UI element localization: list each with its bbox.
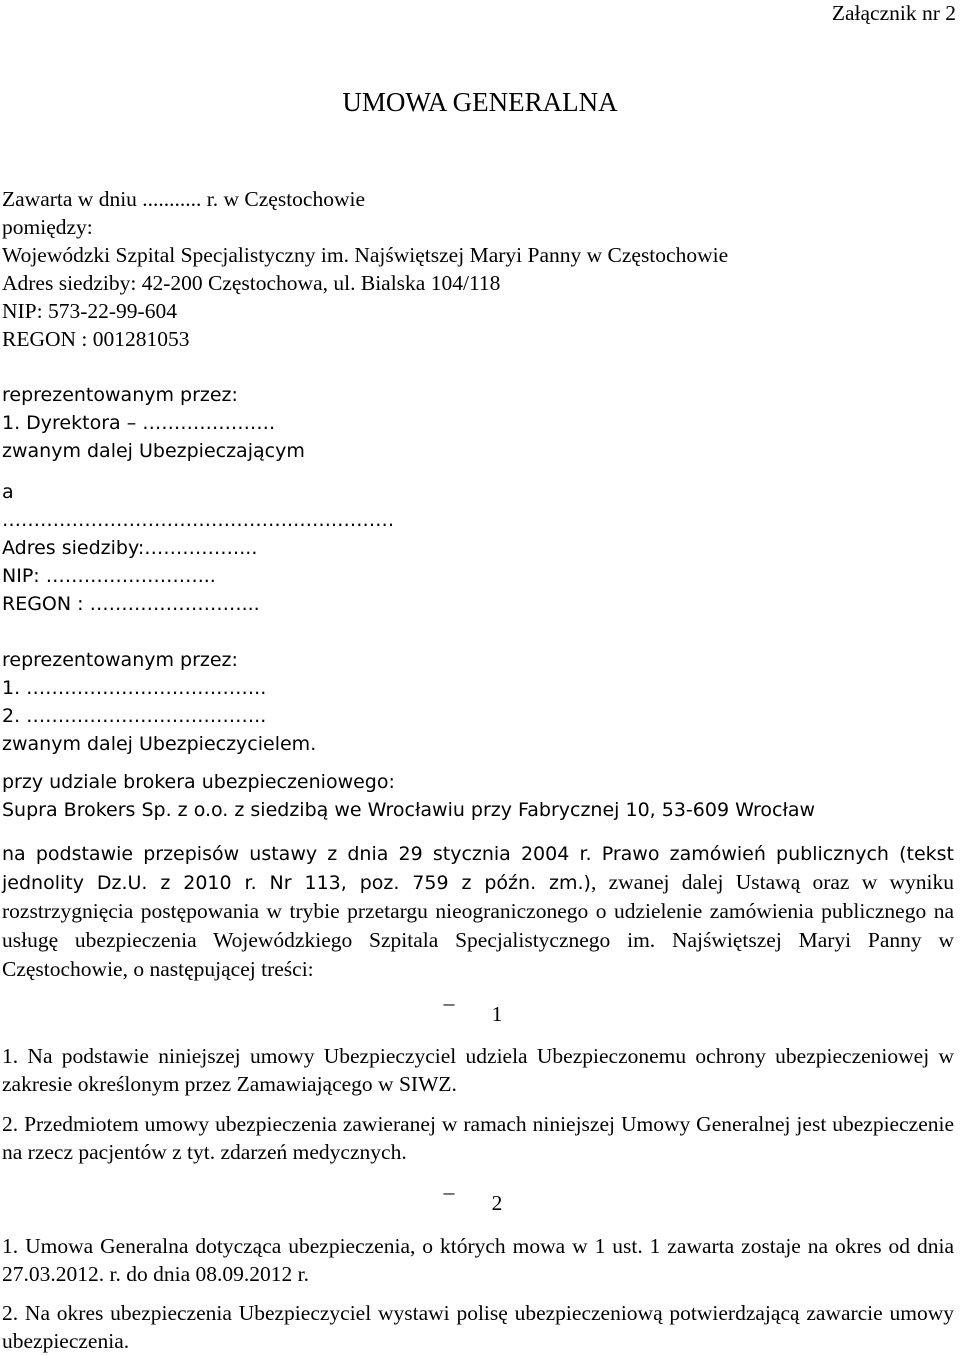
insurer-represented-by: reprezentowanym przez: <box>2 649 238 671</box>
hospital-regon: REGON : 001281053 <box>2 327 190 351</box>
broker-intro: przy udziale brokera ubezpieczeniowego: <box>2 771 395 793</box>
between-label: pomiędzy: <box>2 215 93 239</box>
and-label: a <box>2 481 14 503</box>
section-1-number: 1 <box>491 1002 503 1026</box>
annex-label: Załącznik nr 2 <box>831 1 956 25</box>
insured-represented-by: reprezentowanym przez: <box>2 384 238 406</box>
insurer-name-placeholder: ……………………………………….…….……… <box>2 509 395 531</box>
preamble-part-1: na podstawie przepisów ustawy z dnia 29 stycznia 2004 r. Prawo zamówień publicznych (tekst jednolity Dz.U. z 2010 r. Nr 113, poz. 759 z późn. zm.) <box>2 843 954 894</box>
section-mark-icon: _ <box>443 1173 455 1197</box>
broker-name: Supra Brokers Sp. z o.o. z siedzibą we Wrocławiu przy Fabrycznej 10, 53-609 Wrocław <box>2 799 816 821</box>
insurer-rep-1: 1. ……………………………….. <box>2 677 267 699</box>
hospital-nip: NIP: 573-22-99-604 <box>2 299 177 323</box>
insurer-regon: REGON : ……………………... <box>2 593 260 615</box>
section-2-heading <box>0 1173 960 1216</box>
insurer-nip: NIP: ……………………... <box>2 565 216 587</box>
preamble-part-2: , zwanej dalej Ustawą oraz w wyniku rozstrzygnięcia postępowania w trybie przetargu nieograniczonego o udzielenie zamówienia publicznego na usługę ubezpieczenia Wojewódzkiego Szpitala Specjalistycznego im. Najświętszej Maryi Panny w Częstochowie, o następującej treści: <box>2 870 954 981</box>
section-1-paragraph-2: 2. Przedmiotem umowy ubezpieczenia zawieranej w ramach niniejszej Umowy Generalnej jest ubezpieczenie na rzecz pacjentów z tyt. zdarzeń medycznych. <box>2 1112 954 1164</box>
section-1-paragraph-1: 1. Na podstawie niniejszej umowy Ubezpieczyciel udziela Ubezpieczonemu ochrony ubezpieczeniowej w zakresie określonym przez Zamawiającego w SIWZ. <box>2 1044 954 1096</box>
contract-date-line: Zawarta w dniu ........... r. w Częstochowie <box>2 187 366 211</box>
insurer-rep-2: 2. ……………………………….. <box>2 705 267 727</box>
section-1-heading <box>0 984 960 1027</box>
document-title: UMOWA GENERALNA <box>342 87 618 117</box>
section-2-paragraph-1: 1. Umowa Generalna dotycząca ubezpieczenia, o których mowa w 1 ust. 1 zawarta zostaje na okres od dnia 27.03.2012. r. do dnia 08.09.2012 r. <box>2 1234 954 1286</box>
section-2-number: 2 <box>491 1191 503 1215</box>
insurer-address: Adres siedziby:……………... <box>2 537 258 559</box>
hospital-name: Wojewódzki Szpital Specjalistyczny im. Najświętszej Maryi Panny w Częstochowie <box>2 243 729 267</box>
hospital-address: Adres siedziby: 42-200 Częstochowa, ul. Bialska 104/118 <box>2 271 501 295</box>
insurer-called: zwanym dalej Ubezpieczycielem. <box>2 733 317 755</box>
insured-director: 1. Dyrektora – ………………… <box>2 412 276 434</box>
section-mark-icon: _ <box>443 984 455 1008</box>
section-2-paragraph-2: 2. Na okres ubezpieczenia Ubezpieczyciel wystawi polisę ubezpieczeniową potwierdzającą zawarcie umowy ubezpieczenia. <box>2 1301 954 1353</box>
insured-called: zwanym dalej Ubezpieczającym <box>2 440 305 462</box>
preamble-paragraph <box>2 840 954 984</box>
